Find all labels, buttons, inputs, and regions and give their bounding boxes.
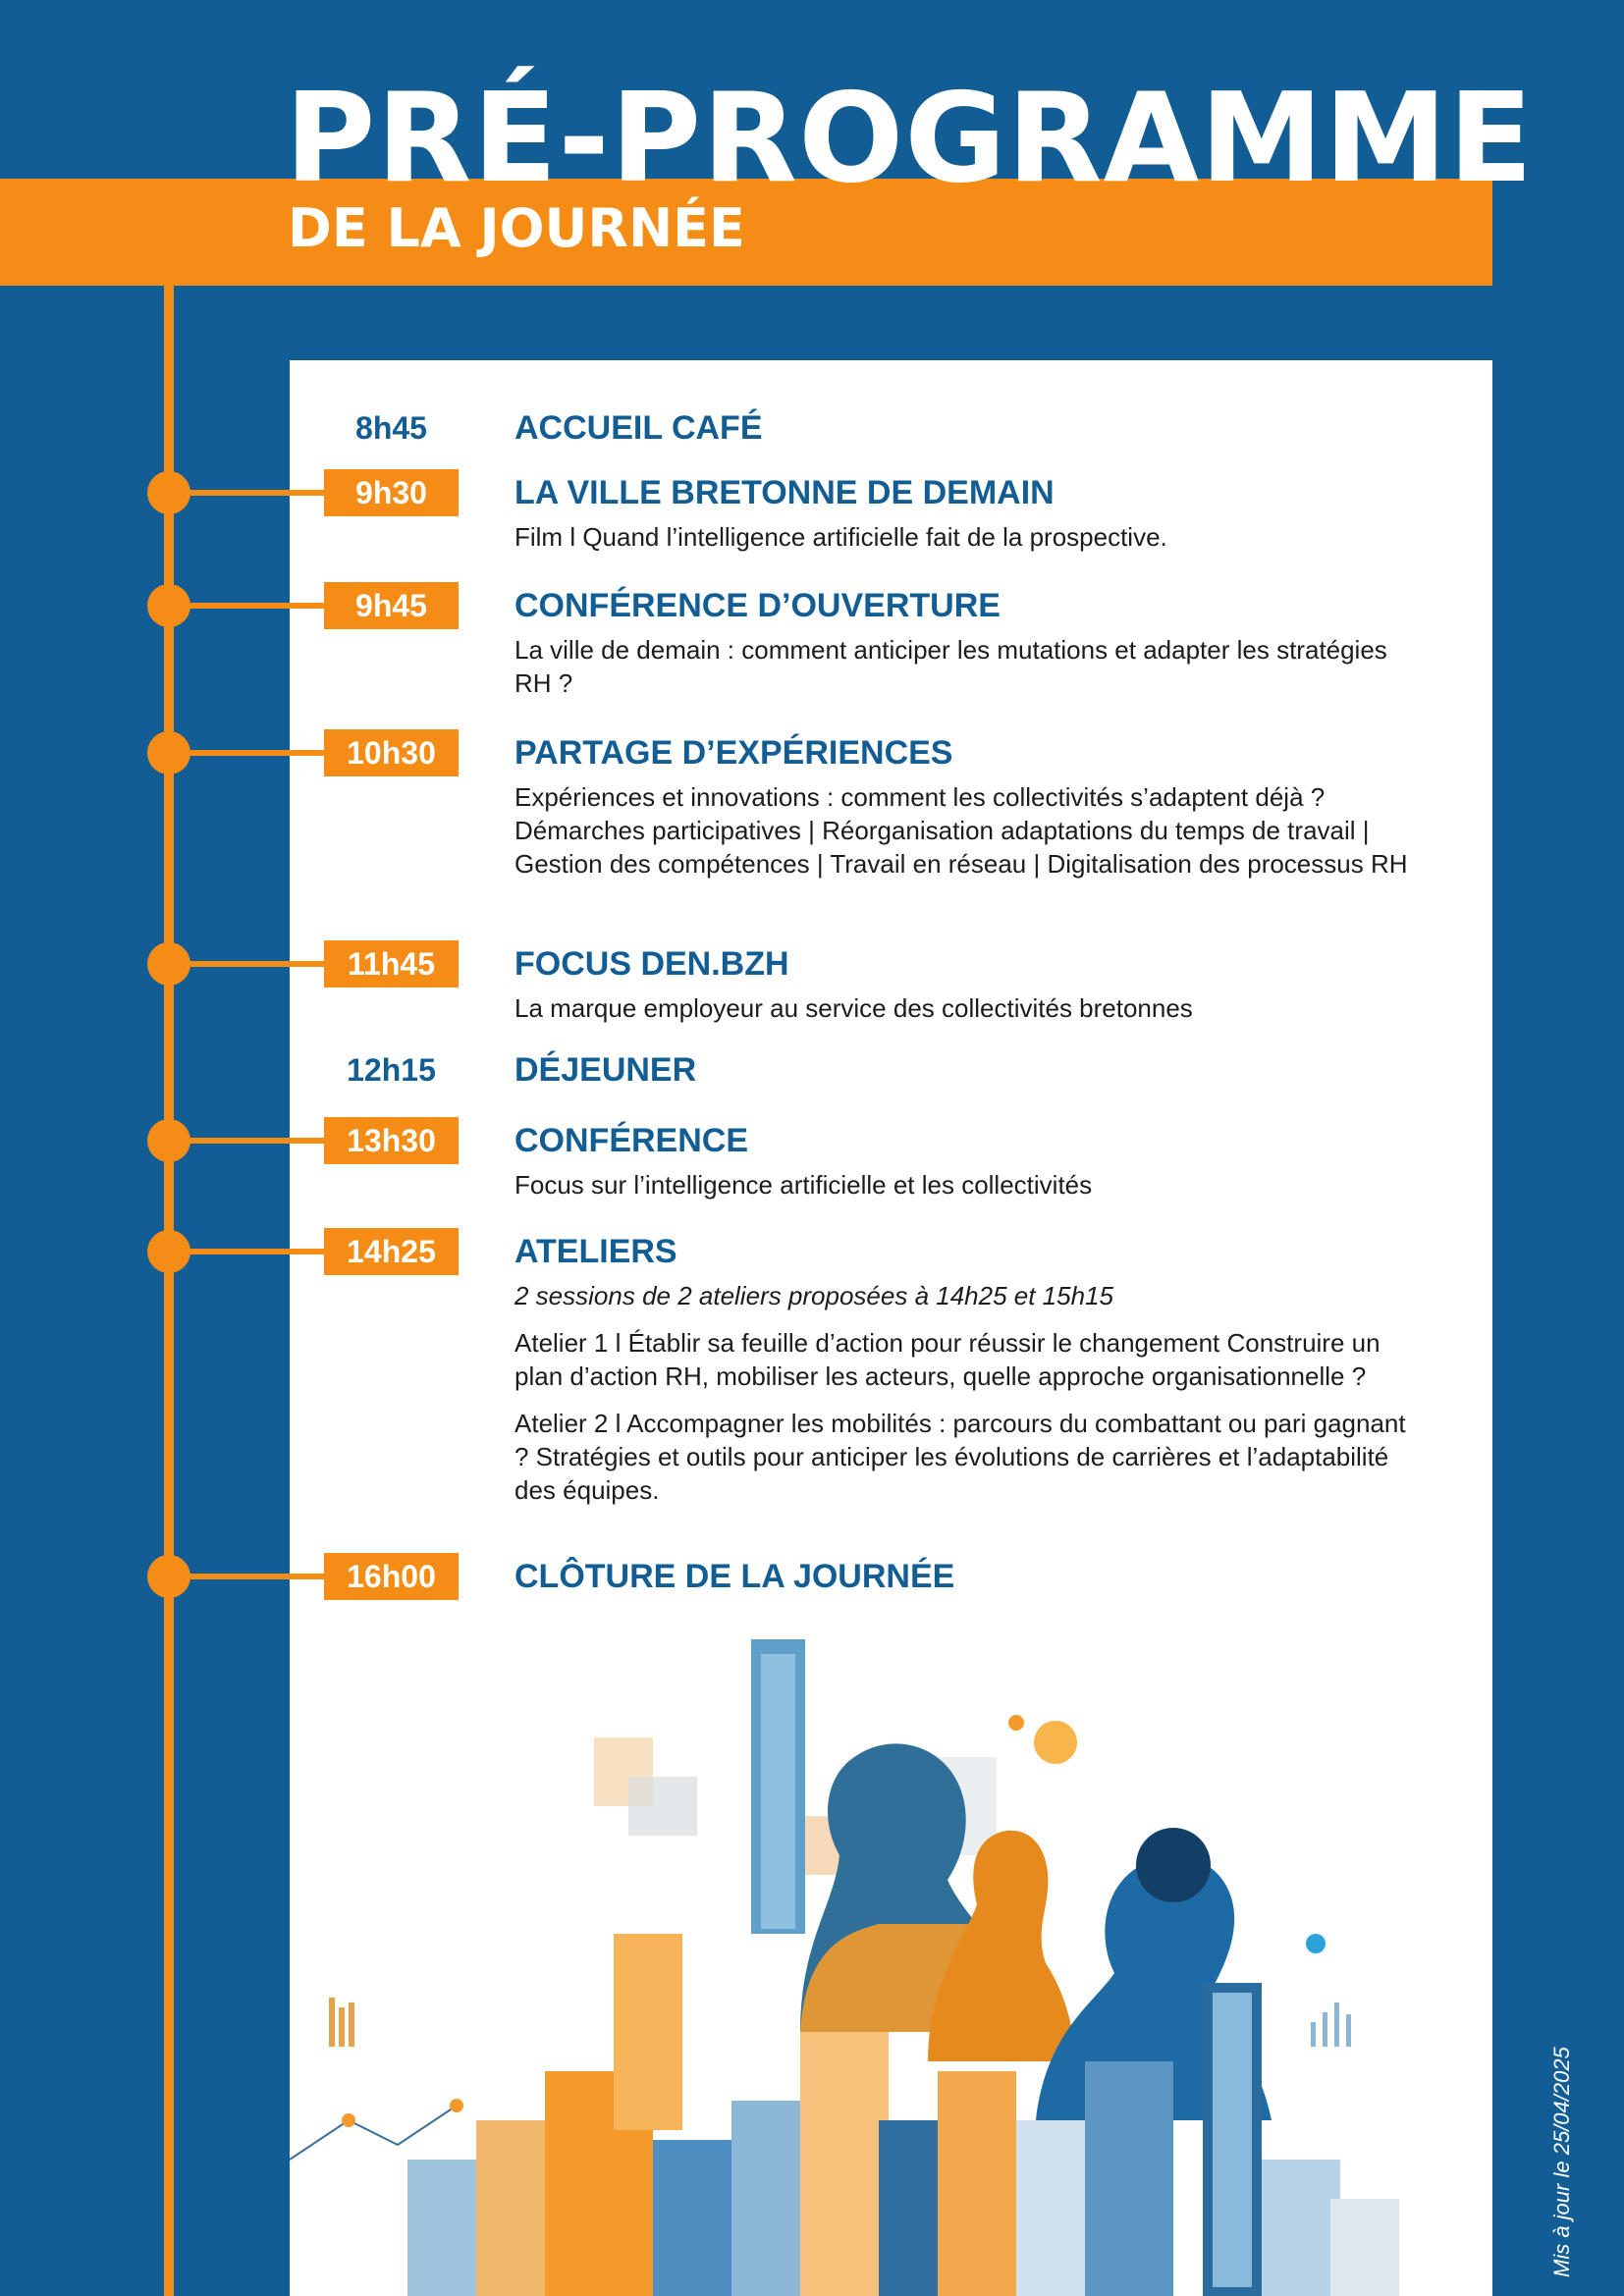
schedule-description: Film l Quand l’intelligence artificielle fait de la prospective. (514, 522, 1167, 552)
schedule-time: 8h45 (355, 410, 427, 446)
schedule-description: Focus sur l’intelligence artificielle et les collectivités (514, 1170, 1093, 1200)
ateliers-intro: 2 sessions de 2 ateliers proposées à 14h25 et 15h15 (514, 1281, 1113, 1310)
schedule-title: CLÔTURE DE LA JOURNÉE (514, 1558, 955, 1595)
schedule-description: La ville de demain : comment anticiper les mutations et adapter les stratégies RH ? (514, 635, 1387, 698)
schedule-time: 9h30 (324, 469, 459, 516)
timeline-connector (187, 750, 324, 756)
schedule-time: 10h30 (324, 729, 459, 776)
timeline-connector (187, 961, 324, 967)
schedule-title: CONFÉRENCE D’OUVERTURE (514, 587, 1001, 624)
timeline-dot (147, 1230, 190, 1273)
schedule-time: 14h25 (324, 1228, 459, 1275)
timeline-dot (147, 584, 190, 627)
schedule-time: 13h30 (324, 1117, 459, 1164)
atelier-2: Atelier 2 l Accompagner les mobilités : parcours du combattant ou pari gagnant ? Stratégies et outils pour anticiper les évolutions de carrières et l’adaptabilité des équipes. (514, 1409, 1406, 1505)
timeline-dot (147, 1555, 190, 1598)
schedule-time: 12h15 (347, 1052, 436, 1088)
timeline-dot (147, 471, 190, 514)
schedule-time: 16h00 (324, 1553, 459, 1600)
schedule-description (514, 1279, 1418, 1521)
atelier-1: Atelier 1 l Établir sa feuille d’action pour réussir le changement Construire un plan d’action RH, mobiliser les acteurs, quelle approche organisationnelle ? (514, 1328, 1380, 1391)
schedule-title: ACCUEIL CAFÉ (514, 409, 763, 447)
city-illustration (290, 1610, 1492, 2296)
schedule-title: LA VILLE BRETONNE DE DEMAIN (514, 474, 1055, 511)
schedule-title: PARTAGE D’EXPÉRIENCES (514, 734, 953, 772)
timeline-connector (187, 490, 324, 496)
page-subtitle: DE LA JOURNÉE (288, 197, 745, 259)
schedule-title: FOCUS DEN.BZH (514, 945, 789, 983)
schedule-title: ATELIERS (514, 1233, 677, 1270)
timeline-dot (147, 731, 190, 774)
schedule-description: Expériences et innovations : comment les collectivités s’adaptent déjà ? Démarches participatives | Réorganisation adaptations du temps de travail | Gestion des compétences | Travail en réseau | Digitalisation des processus RH (514, 782, 1408, 879)
timeline-connector (187, 1574, 324, 1579)
schedule-time: 11h45 (324, 940, 459, 988)
updated-date: Mis à jour le 25/04/2025 (1549, 2047, 1574, 2277)
schedule-description: La marque employeur au service des collectivités bretonnes (514, 993, 1193, 1023)
page-title: PRÉ-PROGRAMME (285, 66, 1535, 210)
timeline-dot (147, 1119, 190, 1162)
schedule-time: 9h45 (324, 582, 459, 629)
schedule-title: CONFÉRENCE (514, 1122, 749, 1159)
timeline-connector (187, 603, 324, 609)
schedule-title: DÉJEUNER (514, 1051, 697, 1089)
timeline-dot (147, 942, 190, 986)
timeline-connector (187, 1138, 324, 1144)
timeline-connector (187, 1249, 324, 1255)
